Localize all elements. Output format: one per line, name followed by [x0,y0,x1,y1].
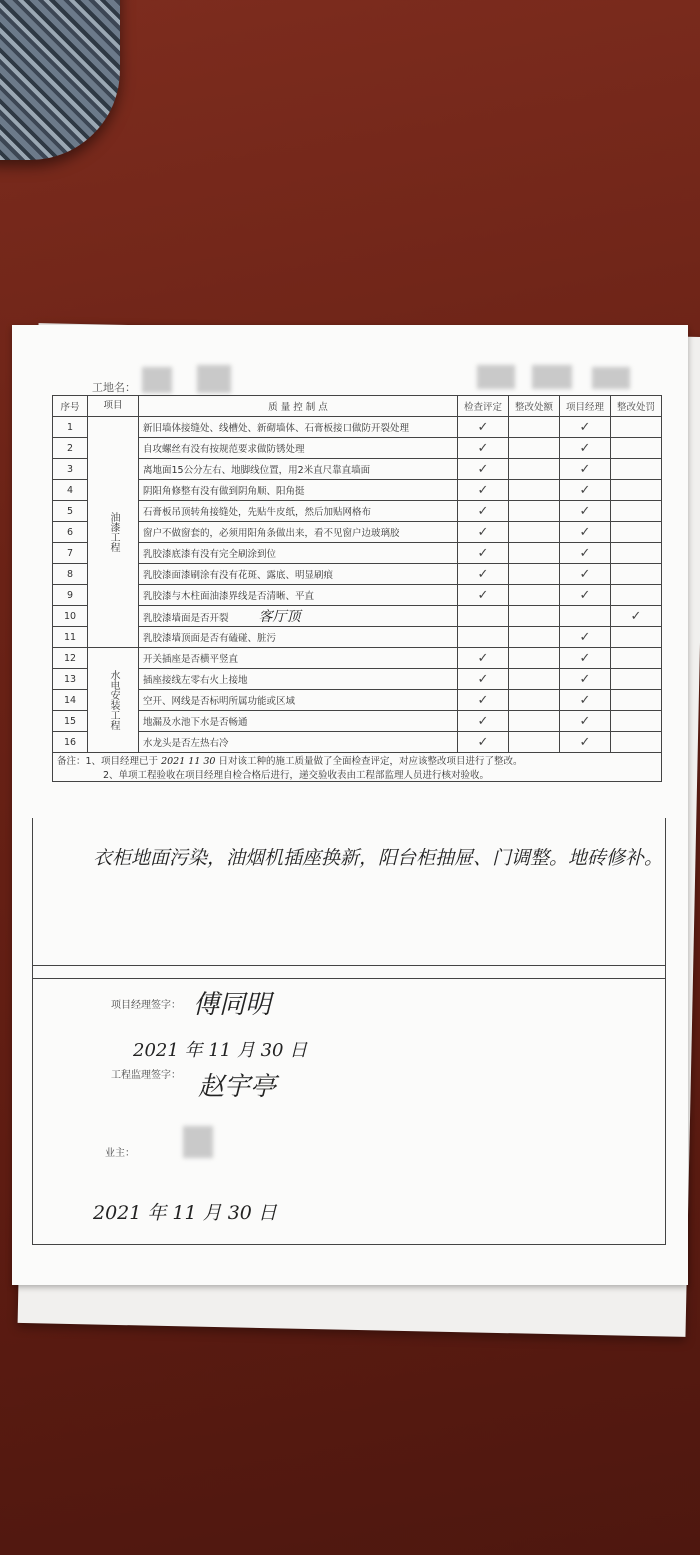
note-2: 2、单项工程验收在项目经理自检合格后进行，递交验收表由工程部监理人员进行核对验收。 [103,770,490,781]
check-mark: ✓ [560,711,611,732]
table-row [53,438,662,459]
control-point [139,648,458,669]
owner-label: 业主： [105,1148,135,1159]
control-point-text: 窗户不做窗套的，必须用阳角条做出来，看不见窗户边玻璃胶 [143,528,400,539]
row-index: 3 [53,459,88,480]
control-point-text: 乳胶漆墙面是否开裂 [143,613,229,624]
control-point [139,564,458,585]
category-cell: 油漆工程 [88,417,139,648]
redaction [532,365,572,389]
row-index: 2 [53,438,88,459]
control-point-text: 地漏及水池下水是否畅通 [143,717,248,728]
row-index: 5 [53,501,88,522]
manager-label: 项目经理签字： [111,1000,181,1011]
check-mark [611,480,662,501]
table-row [53,648,662,669]
control-point-text: 开关插座是否横平竖直 [143,654,239,665]
check-mark [611,732,662,753]
remark-box [32,818,666,979]
manager-date: 2021 年 11 月 30 日 [133,1040,308,1061]
check-mark: ✓ [458,648,509,669]
control-point [139,585,458,606]
check-mark [509,669,560,690]
control-point-text: 乳胶漆墙顶面是否有磕碰、脏污 [143,633,277,644]
table-row [53,690,662,711]
control-point [139,606,458,627]
handwritten-note: 客厅顶 [258,609,301,625]
control-point [139,501,458,522]
check-mark [611,564,662,585]
control-point-text: 石膏板吊顶转角接缝处，先贴牛皮纸，然后加贴网格布 [143,507,372,518]
header-cell: 整改处额 [509,396,560,417]
check-mark: ✓ [458,669,509,690]
control-point-text: 阴阳角修整有没有做到阴角顺、阳角挺 [143,486,305,497]
check-mark: ✓ [458,480,509,501]
check-mark: ✓ [560,648,611,669]
check-mark [509,627,560,648]
row-index: 1 [53,417,88,438]
manager-signature: 傅同明 [193,990,272,1020]
header-cell: 项目经理 [560,396,611,417]
check-mark [611,648,662,669]
table-row [53,585,662,606]
check-mark [611,459,662,480]
fabric-corner [0,0,120,160]
check-mark [611,669,662,690]
check-mark [509,648,560,669]
check-mark [611,585,662,606]
check-mark: ✓ [458,522,509,543]
check-mark [611,690,662,711]
control-point [139,438,458,459]
check-mark: ✓ [560,732,611,753]
header-cell: 质 量 控 制 点 [139,396,458,417]
note-row [53,753,662,782]
signature-box [32,965,666,1245]
check-mark: ✓ [458,417,509,438]
control-point [139,627,458,648]
table-row [53,564,662,585]
check-mark: ✓ [611,606,662,627]
redaction [183,1126,213,1158]
check-mark: ✓ [458,438,509,459]
redaction [477,365,515,389]
check-mark: ✓ [560,564,611,585]
row-index: 8 [53,564,88,585]
row-index: 11 [53,627,88,648]
check-mark [611,522,662,543]
check-mark [509,690,560,711]
row-index: 15 [53,711,88,732]
check-mark: ✓ [560,690,611,711]
header-cell: 检查评定 [458,396,509,417]
check-mark [509,501,560,522]
table-row [53,669,662,690]
table-row [53,627,662,648]
check-mark: ✓ [560,501,611,522]
row-index: 7 [53,543,88,564]
control-point-text: 插座接线左零右火上接地 [143,675,248,686]
table-row [53,732,662,753]
check-mark: ✓ [560,669,611,690]
check-mark [611,543,662,564]
check-mark [509,522,560,543]
table-row [53,711,662,732]
control-point [139,711,458,732]
check-mark [509,459,560,480]
check-mark: ✓ [560,438,611,459]
table-row [53,522,662,543]
check-mark: ✓ [458,564,509,585]
control-point-text: 水龙头是否左热右冷 [143,738,229,749]
control-point [139,480,458,501]
check-mark [509,417,560,438]
redaction [142,367,172,393]
table-row [53,501,662,522]
check-mark [458,606,509,627]
row-index: 9 [53,585,88,606]
check-mark [560,606,611,627]
check-mark: ✓ [458,732,509,753]
check-mark [509,711,560,732]
check-mark: ✓ [560,480,611,501]
check-mark [509,543,560,564]
row-index: 14 [53,690,88,711]
header-cell: 项目 [88,396,139,417]
row-index: 4 [53,480,88,501]
row-index: 10 [53,606,88,627]
control-point [139,732,458,753]
check-mark [509,585,560,606]
row-index: 13 [53,669,88,690]
check-mark: ✓ [458,690,509,711]
check-mark [509,480,560,501]
check-mark: ✓ [458,543,509,564]
header-cell: 序号 [53,396,88,417]
owner-date: 2021 年 11 月 30 日 [93,1202,277,1224]
table-row [53,417,662,438]
check-mark: ✓ [560,543,611,564]
check-mark: ✓ [458,585,509,606]
row-index: 12 [53,648,88,669]
table-row [53,459,662,480]
control-point-text: 离地面15公分左右、地脚线位置，用2米直尺靠直墙面 [143,465,371,476]
control-point [139,417,458,438]
supervisor-signature: 赵宇亭 [198,1072,277,1102]
control-point-text: 新旧墙体接缝处、线槽处、新砌墙体、石膏板接口做防开裂处理 [143,423,410,434]
check-mark [509,564,560,585]
control-point-text: 自攻螺丝有没有按规范要求做防锈处理 [143,444,305,455]
check-mark: ✓ [458,501,509,522]
redaction [592,367,630,389]
check-mark [509,606,560,627]
check-mark [509,438,560,459]
control-point [139,543,458,564]
quality-table [52,395,662,782]
note-1-date: 2021 11 30 [161,756,216,767]
supervisor-label: 工程监理签字： [111,1070,181,1081]
table-header [53,396,662,417]
inspection-sheet [12,325,688,1285]
site-label: 工地名： [92,381,136,394]
check-mark [611,711,662,732]
check-mark: ✓ [458,459,509,480]
check-mark [611,501,662,522]
table-row [53,480,662,501]
row-index: 16 [53,732,88,753]
control-point-text: 空开、网线是否标明所属功能或区域 [143,696,296,707]
check-mark [458,627,509,648]
table-row [53,543,662,564]
header-cell: 整改处罚 [611,396,662,417]
control-point [139,669,458,690]
note-1-suffix: 日对该工种的施工质量做了全面检查评定，对应该整改项目进行了整改。 [218,756,523,767]
check-mark [509,732,560,753]
check-mark: ✓ [458,711,509,732]
check-mark: ✓ [560,585,611,606]
check-mark: ✓ [560,522,611,543]
control-point-text: 乳胶漆与木柱面油漆界线是否清晰、平直 [143,591,315,602]
control-point-text: 乳胶漆底漆有没有完全刷涂到位 [143,549,277,560]
check-mark [611,417,662,438]
check-mark: ✓ [560,417,611,438]
note-1-prefix: 备注：1、项目经理已于 [57,756,159,767]
check-mark [611,438,662,459]
control-point [139,690,458,711]
remark-text: 衣柜地面污染，油烟机插座换新，阳台柜抽屉、门调整。地砖修补。 [93,847,664,869]
control-point [139,459,458,480]
check-mark [611,627,662,648]
control-point-text: 乳胶漆面漆刷涂有没有花斑、露底、明显刷痕 [143,570,334,581]
check-mark: ✓ [560,459,611,480]
redaction [197,365,231,393]
check-mark: ✓ [560,627,611,648]
control-point [139,522,458,543]
row-index: 6 [53,522,88,543]
table-row [53,606,662,627]
category-cell: 水电安装工程 [88,648,139,753]
